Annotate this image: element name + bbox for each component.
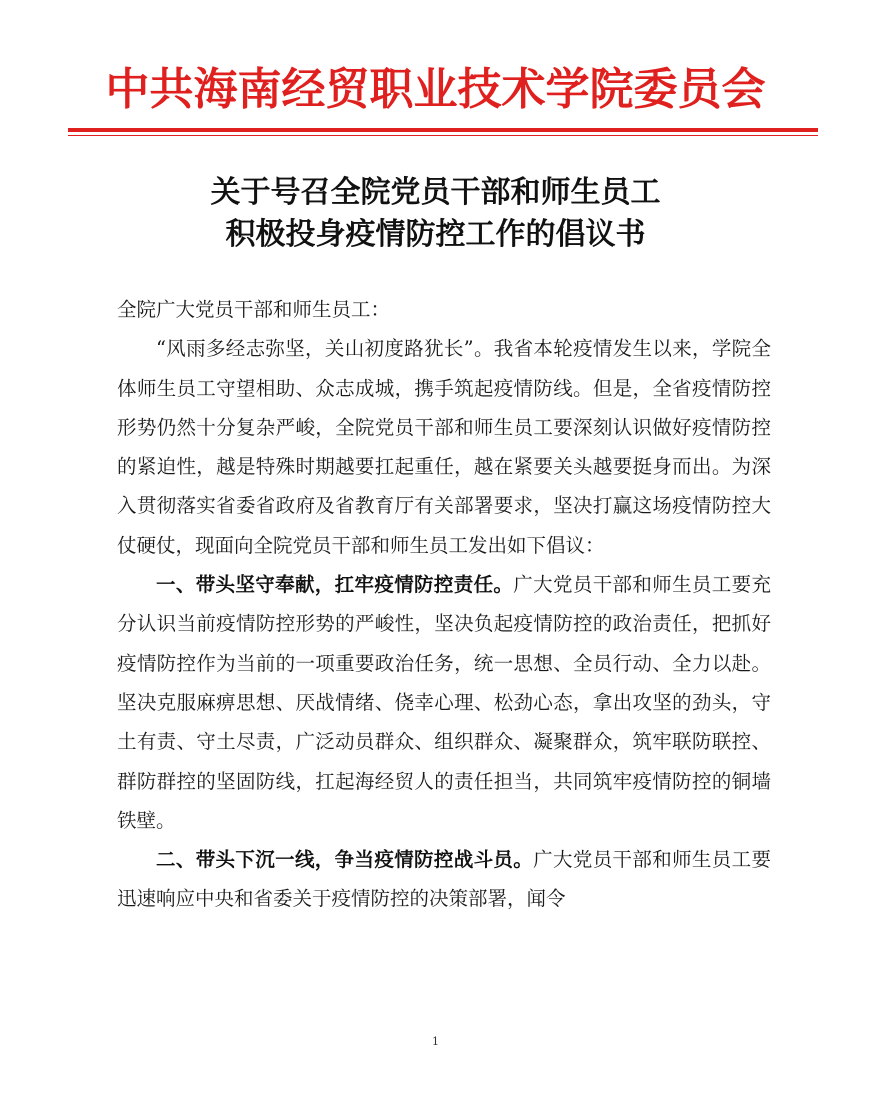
section-1-body: 广大党员干部和师生员工要充分认识当前疫情防控形势的严峻性，坚决负起疫情防控的政治责任，把抓好疫情防控作为当前的一项重要政治任务，统一思想、全员行动、全力以赴。坚决克服麻痹思想、厌战情绪、侥幸心理、松劲心态，拿出攻坚的劲头，守土有责、守土尽责，广泛动员群众、组织群众、凝聚群众，筑牢联防联控、群防群控的坚固防线，扛起海经贸人的责任担当，共同筑牢疫情防控的铜墙铁壁。 <box>117 573 771 832</box>
title-line-2: 积极投身疫情防控工作的倡议书 <box>225 217 646 252</box>
section-1-paragraph <box>117 565 771 840</box>
red-header-rule-thin <box>68 135 818 136</box>
document-body <box>117 290 771 919</box>
page-number: 1 <box>432 1035 439 1048</box>
document-title <box>0 172 871 256</box>
section-2-body: 广大党员干部和师生员工要迅速响应中央和省委关于疫情防控的决策部署，闻令 <box>117 848 771 911</box>
intro-paragraph: “风雨多经志弥坚，关山初度路犹长”。我省本轮疫情发生以来，学院全体师生员工守望相助、众志成城，携手筑起疫情防线。但是，全省疫情防控形势仍然十分复杂严峻，全院党员干部和师生员工要深刻认识做好疫情防控的紧迫性，越是特殊时期越要扛起重任，越在紧要关头越要挺身而出。为深入贯彻落实省委省政府及省教育厅有关部署要求，坚决打赢这场疫情防控大仗硬仗，现面向全院党员干部和师生员工发出如下倡议： <box>117 337 771 557</box>
section-1-heading: 一、带头坚守奉献，扛牢疫情防控责任。 <box>156 573 514 597</box>
red-header-rule-thick <box>68 128 818 132</box>
section-2-paragraph <box>117 840 771 919</box>
salutation: 全院广大党员干部和师生员工： <box>117 298 391 321</box>
organization-masthead: 中共海南经贸职业技术学院委员会 <box>105 64 766 115</box>
title-line-1: 关于号召全院党员干部和师生员工 <box>210 175 661 210</box>
section-2-heading: 二、带头下沉一线，争当疫情防控战斗员。 <box>156 848 534 872</box>
